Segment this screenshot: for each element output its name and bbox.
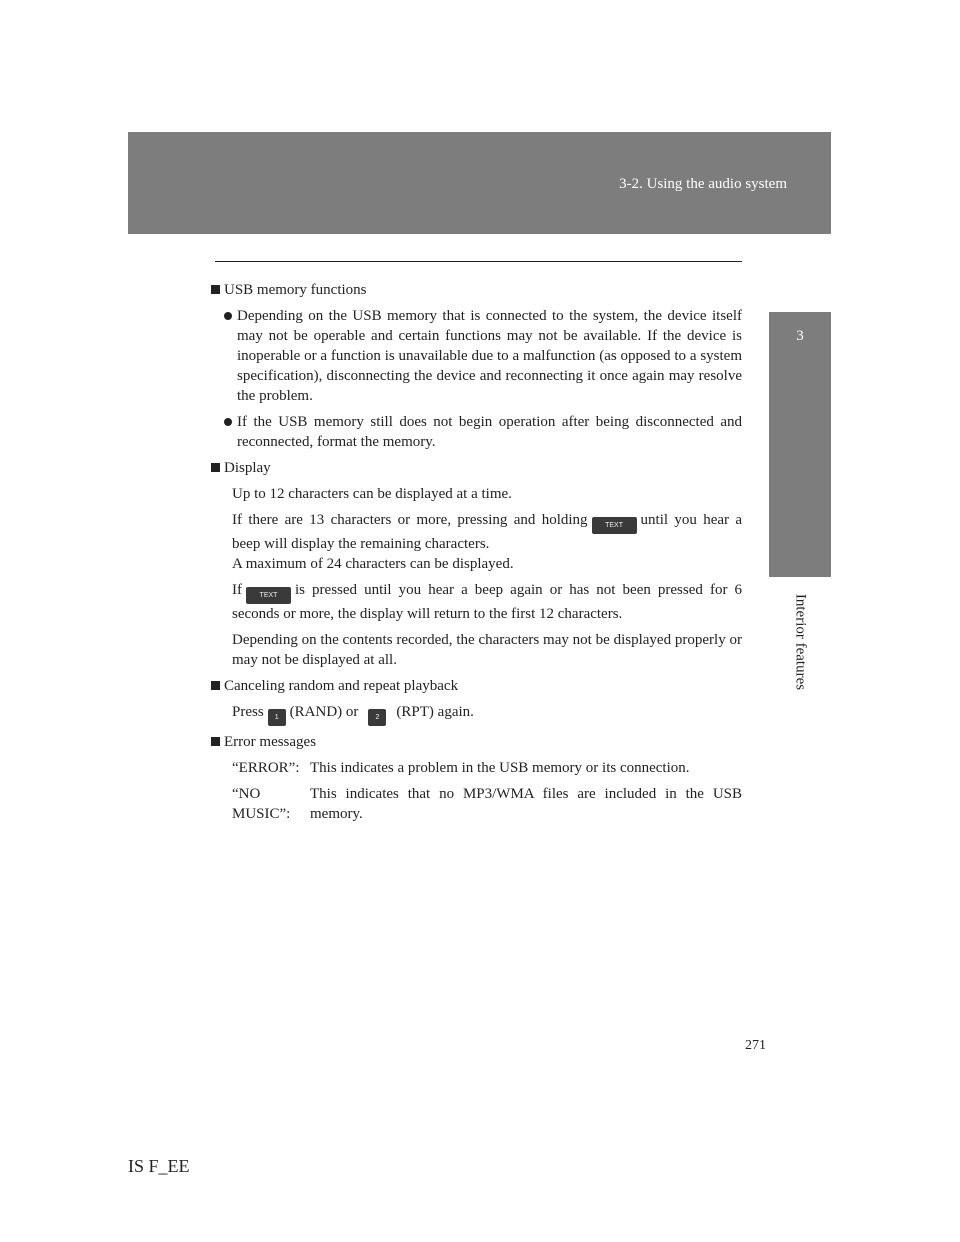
- chapter-number: 3: [796, 328, 804, 344]
- paragraph: Press 1 (RAND) or 2 (RPT) again.: [211, 702, 742, 726]
- preset-1-button-icon: 1: [268, 709, 286, 726]
- section-heading: Display: [211, 458, 742, 478]
- error-code: “NO MUSIC”:: [232, 786, 291, 822]
- paragraph: Depending on the contents recorded, the characters may not be displayed properly or may not be displayed at all.: [232, 632, 742, 668]
- text-button-icon: TEXT: [246, 587, 291, 604]
- error-description: This indicates a problem in the USB memory or its connection.: [310, 760, 690, 776]
- header-rule: [215, 261, 742, 262]
- error-message-row: [211, 758, 742, 778]
- square-bullet-icon: [211, 463, 220, 472]
- square-bullet-icon: [211, 285, 220, 294]
- chapter-label-container: [769, 577, 831, 707]
- chapter-label: Interior features: [792, 593, 809, 691]
- round-bullet-icon: [224, 312, 232, 320]
- model-code: IS F_EE: [128, 1156, 190, 1176]
- chapter-tab: [769, 312, 831, 577]
- error-description: This indicates that no MP3/WMA files are included in the USB memory.: [310, 786, 742, 822]
- page-header: [128, 132, 831, 234]
- round-bullet-icon: [224, 418, 232, 426]
- section-usb-memory: [211, 280, 742, 452]
- text-button-icon: TEXT: [592, 517, 637, 534]
- section-title: 3-2. Using the audio system: [619, 176, 787, 192]
- section-cancel-playback: [211, 676, 742, 726]
- bullet-item: If the USB memory still does not begin operation after being disconnected and reconnected, format the memory.: [211, 412, 742, 452]
- section-heading: USB memory functions: [211, 280, 742, 300]
- square-bullet-icon: [211, 681, 220, 690]
- error-code: “ERROR”:: [232, 760, 300, 776]
- preset-2-button-icon: 2: [368, 709, 386, 726]
- page-content: [211, 280, 742, 830]
- square-bullet-icon: [211, 737, 220, 746]
- section-heading: Canceling random and repeat playback: [211, 676, 742, 696]
- error-message-row: [211, 784, 742, 824]
- section-heading: Error messages: [211, 732, 742, 752]
- page-number: 271: [745, 1038, 766, 1053]
- paragraph: Up to 12 characters can be displayed at a time.: [232, 486, 512, 502]
- section-display: [211, 458, 742, 670]
- bullet-item: Depending on the USB memory that is connected to the system, the device itself may not be operable and certain functions may not be available. If the device is inoperable or a function is unavailable due to a malfunction (as opposed to a system specification), disconnecting the device and reconnecting it once again may resolve the problem.: [211, 306, 742, 406]
- section-error-messages: [211, 732, 742, 824]
- paragraph: If there are 13 characters or more, pressing and holding TEXT until you hear a beep will display the remaining characters. A maximum of 24 characters can be displayed.: [232, 512, 742, 572]
- paragraph: If TEXT is pressed until you hear a beep again or has not been pressed for 6 seconds or more, the display will return to the first 12 characters.: [232, 582, 742, 622]
